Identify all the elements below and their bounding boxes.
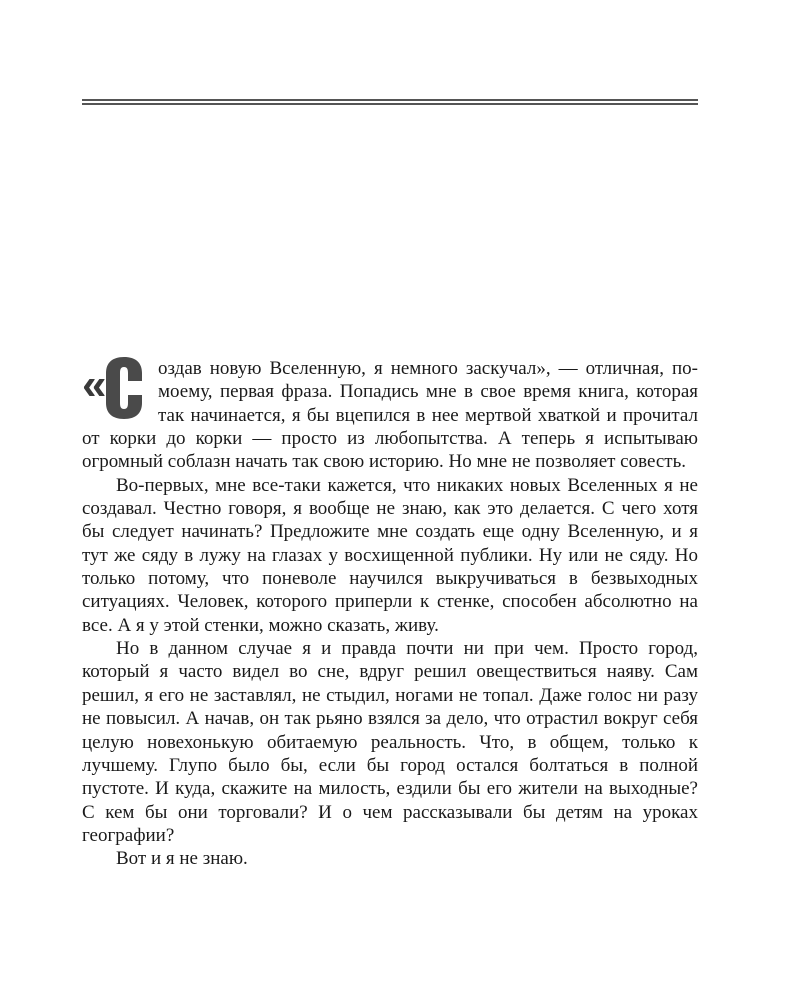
paragraph-4: Вот и я не знаю. bbox=[116, 848, 248, 870]
drop-cap-quote: « bbox=[82, 360, 107, 409]
drop-cap bbox=[82, 357, 156, 423]
paragraph-2: Во-первых, мне все-таки кажется, что никаких новых Вселенных я не создавал. Честно говоря, я вообще не знаю, как это делается. С чего хотя бы следует начинать? Предложите мне создать еще одну Вселенную, и я тут же сяду в лужу на глазах у восхищенной публики. Ну или не сяду. Но только потому, что поневоле научился выкручиваться в безвыходных ситуациях. Человек, которого приперли к стенке, способен абсолютно на все. А я у этой стенки, можно сказать, живу. bbox=[82, 474, 698, 636]
paragraph-1 bbox=[82, 357, 698, 474]
paragraph-3: Но в данном случае я и правда почти ни при чем. Просто город, который я часто видел во сне, вдруг решил овеществиться наяву. Сам решил, я его не заставлял, не стыдил, ногами не топал. Даже голос ни разу не повысил. А начав, он так рьяно взялся за дело, что отрастил вокруг себя целую новехонькую обитаемую реальность. Что, в общем, только к лучшему. Глупо было бы, если бы город остался болтаться в полной пустоте. И куда, скажите на милость, ездили бы его жители на выходные? С кем бы они торговали? И о чем рассказывали бы детям на уроках географии? bbox=[82, 638, 698, 846]
drop-cap-letter bbox=[106, 357, 142, 419]
header-double-rule bbox=[82, 99, 698, 105]
paragraph-1-text: оздав новую Вселенную, я немного заскучал», — отличная, по-моему, первая фраза. Попадись мне в свое время книга, которая так начинается, я бы вцепился в нее мертвой хваткой и прочитал от корки до корки — просто из любопытства. А теперь я испытываю огромный соблазн начать так свою историю. Но мне не позволяет совесть. bbox=[82, 358, 698, 473]
chapter-text bbox=[82, 357, 698, 871]
